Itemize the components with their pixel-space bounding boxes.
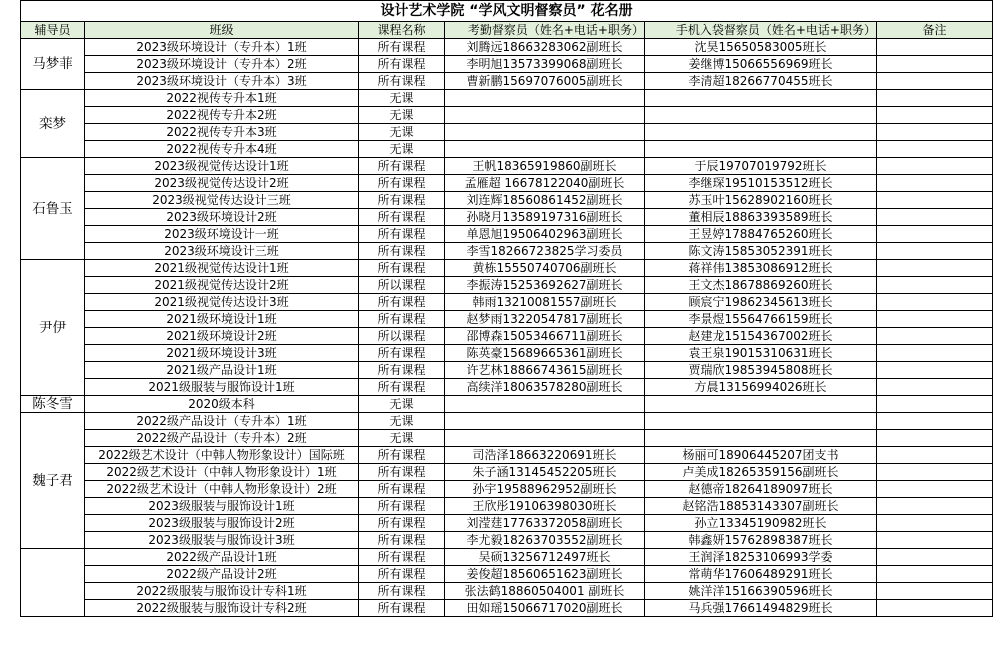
remarks-cell: [877, 345, 993, 362]
phone-bag-inspector-cell: 陈文涛15853052391班长: [645, 243, 877, 260]
remarks-cell: [877, 56, 993, 73]
remarks-cell: [877, 294, 993, 311]
class-cell: 2022级产品设计1班: [85, 549, 359, 566]
remarks-cell: [877, 600, 993, 617]
table-row: [21, 362, 993, 379]
course-cell: 无课: [359, 107, 445, 124]
class-cell: 2021级环境设计1班: [85, 311, 359, 328]
attendance-inspector-cell: 李振涛15253692627副班长: [445, 277, 645, 294]
phone-bag-inspector-cell: 卢美成18265359156副班长: [645, 464, 877, 481]
course-cell: 所有课程: [359, 260, 445, 277]
remarks-cell: [877, 566, 993, 583]
remarks-cell: [877, 549, 993, 566]
remarks-cell: [877, 311, 993, 328]
remarks-cell: [877, 141, 993, 158]
class-cell: 2021级视觉传达设计1班: [85, 260, 359, 277]
class-cell: 2023级环境设计2班: [85, 209, 359, 226]
class-cell: 2022级艺术设计（中韩人物形象设计）1班: [85, 464, 359, 481]
remarks-cell: [877, 532, 993, 549]
class-cell: 2023级环境设计（专升本）1班: [85, 39, 359, 56]
class-cell: 2022级服装与服饰设计专科2班: [85, 600, 359, 617]
phone-bag-inspector-cell: [645, 141, 877, 158]
remarks-cell: [877, 277, 993, 294]
table-row: [21, 328, 993, 345]
phone-bag-inspector-cell: 王文杰18678869260班长: [645, 277, 877, 294]
remarks-cell: [877, 192, 993, 209]
phone-bag-inspector-cell: 苏玉叶15628902160班长: [645, 192, 877, 209]
course-cell: 无课: [359, 90, 445, 107]
table-row: [21, 396, 993, 413]
course-cell: 无课: [359, 124, 445, 141]
remarks-cell: [877, 243, 993, 260]
remarks-cell: [877, 379, 993, 396]
remarks-cell: [877, 175, 993, 192]
attendance-inspector-cell: 韩雨13210081557副班长: [445, 294, 645, 311]
phone-bag-inspector-cell: 孙立13345190982班长: [645, 515, 877, 532]
remarks-cell: [877, 498, 993, 515]
course-cell: 所有课程: [359, 532, 445, 549]
attendance-inspector-cell: 赵梦雨13220547817副班长: [445, 311, 645, 328]
class-cell: 2020级本科: [85, 396, 359, 413]
phone-bag-inspector-cell: 常萌华17606489291班长: [645, 566, 877, 583]
attendance-inspector-cell: 许艺林18866743615副班长: [445, 362, 645, 379]
phone-bag-inspector-cell: 袁王泉19015310631班长: [645, 345, 877, 362]
sheet-title: 设计艺术学院 “学风文明督察员” 花名册: [21, 1, 993, 22]
phone-bag-inspector-cell: 杨丽可18906445207团支书: [645, 447, 877, 464]
class-cell: 2022级艺术设计（中韩人物形象设计）2班: [85, 481, 359, 498]
class-cell: 2022视传专升本2班: [85, 107, 359, 124]
attendance-inspector-cell: [445, 124, 645, 141]
attendance-inspector-cell: 王帆18365919860副班长: [445, 158, 645, 175]
attendance-inspector-cell: [445, 90, 645, 107]
table-row: [21, 39, 993, 56]
course-cell: 无课: [359, 413, 445, 430]
phone-bag-inspector-cell: [645, 413, 877, 430]
course-cell: 所以课程: [359, 328, 445, 345]
course-cell: 所有课程: [359, 243, 445, 260]
remarks-cell: [877, 90, 993, 107]
attendance-inspector-cell: 李尤毅18263703552副班长: [445, 532, 645, 549]
course-cell: 所有课程: [359, 294, 445, 311]
attendance-inspector-cell: 姜俊超18560651623副班长: [445, 566, 645, 583]
table-row: [21, 583, 993, 600]
attendance-inspector-cell: 刘滢莛17763372058副班长: [445, 515, 645, 532]
counselor-cell: 陈冬雪: [21, 396, 85, 413]
table-row: [21, 498, 993, 515]
class-cell: 2021级环境设计3班: [85, 345, 359, 362]
course-cell: 无课: [359, 430, 445, 447]
remarks-cell: [877, 583, 993, 600]
table-row: [21, 447, 993, 464]
roster-body: [21, 39, 993, 617]
table-row: [21, 600, 993, 617]
phone-bag-inspector-cell: 王润泽18253106993学委: [645, 549, 877, 566]
attendance-inspector-cell: 孙晓月13589197316副班长: [445, 209, 645, 226]
attendance-inspector-cell: 吴硕13256712497班长: [445, 549, 645, 566]
phone-bag-inspector-cell: [645, 430, 877, 447]
attendance-inspector-cell: 曹新鹏15697076005副班长: [445, 73, 645, 90]
attendance-inspector-cell: 张法鹤18860504001 副班长: [445, 583, 645, 600]
course-cell: 所有课程: [359, 481, 445, 498]
attendance-inspector-cell: [445, 413, 645, 430]
course-cell: 所有课程: [359, 379, 445, 396]
class-cell: 2022级产品设计（专升本）1班: [85, 413, 359, 430]
phone-bag-inspector-cell: [645, 90, 877, 107]
class-cell: 2022视传专升本3班: [85, 124, 359, 141]
course-cell: 所有课程: [359, 498, 445, 515]
header-remarks: 备注: [877, 22, 993, 39]
attendance-inspector-cell: [445, 107, 645, 124]
course-cell: 无课: [359, 396, 445, 413]
class-cell: 2021级服装与服饰设计1班: [85, 379, 359, 396]
phone-bag-inspector-cell: [645, 124, 877, 141]
attendance-inspector-cell: 刘连辉18560861452副班长: [445, 192, 645, 209]
class-cell: 2021级视觉传达设计2班: [85, 277, 359, 294]
course-cell: 所有课程: [359, 583, 445, 600]
table-row: [21, 532, 993, 549]
phone-bag-inspector-cell: 韩鑫妍15762898387班长: [645, 532, 877, 549]
course-cell: 所以课程: [359, 277, 445, 294]
remarks-cell: [877, 328, 993, 345]
remarks-cell: [877, 73, 993, 90]
phone-bag-inspector-cell: 沈昊15650583005班长: [645, 39, 877, 56]
phone-bag-inspector-cell: 李景煜15564766159班长: [645, 311, 877, 328]
course-cell: 所有课程: [359, 158, 445, 175]
course-cell: 所有课程: [359, 192, 445, 209]
table-row: [21, 56, 993, 73]
class-cell: 2023级环境设计（专升本）2班: [85, 56, 359, 73]
table-row: [21, 515, 993, 532]
table-row: [21, 277, 993, 294]
table-row: [21, 481, 993, 498]
counselor-cell: 马梦菲: [21, 39, 85, 90]
class-cell: 2022级产品设计2班: [85, 566, 359, 583]
table-row: [21, 345, 993, 362]
table-row: [21, 175, 993, 192]
remarks-cell: [877, 413, 993, 430]
class-cell: 2021级产品设计1班: [85, 362, 359, 379]
attendance-inspector-cell: [445, 141, 645, 158]
phone-bag-inspector-cell: 贾瑞欣19853945808班长: [645, 362, 877, 379]
remarks-cell: [877, 158, 993, 175]
table-row: [21, 549, 993, 566]
remarks-cell: [877, 107, 993, 124]
attendance-inspector-cell: [445, 430, 645, 447]
class-cell: 2023级视觉传达设计三班: [85, 192, 359, 209]
attendance-inspector-cell: 田如瑶15066717020副班长: [445, 600, 645, 617]
phone-bag-inspector-cell: 赵铭浩18853143307副班长: [645, 498, 877, 515]
class-cell: 2023级环境设计（专升本）3班: [85, 73, 359, 90]
course-cell: 所有课程: [359, 311, 445, 328]
attendance-inspector-cell: 李雪18266723825学习委员: [445, 243, 645, 260]
table-row: [21, 73, 993, 90]
class-cell: 2022级产品设计（专升本）2班: [85, 430, 359, 447]
phone-bag-inspector-cell: 方晨13156994026班长: [645, 379, 877, 396]
class-cell: 2023级服装与服饰设计1班: [85, 498, 359, 515]
table-row: [21, 413, 993, 430]
remarks-cell: [877, 447, 993, 464]
remarks-cell: [877, 124, 993, 141]
attendance-inspector-cell: 刘腾远18663283062副班长: [445, 39, 645, 56]
phone-bag-inspector-cell: [645, 396, 877, 413]
table-row: [21, 226, 993, 243]
remarks-cell: [877, 430, 993, 447]
phone-bag-inspector-cell: 姜继博15066556969班长: [645, 56, 877, 73]
course-cell: 所有课程: [359, 362, 445, 379]
remarks-cell: [877, 481, 993, 498]
phone-bag-inspector-cell: 李清超18266770455班长: [645, 73, 877, 90]
remarks-cell: [877, 39, 993, 56]
table-row: [21, 430, 993, 447]
remarks-cell: [877, 226, 993, 243]
class-cell: 2022级服装与服饰设计专科1班: [85, 583, 359, 600]
remarks-cell: [877, 209, 993, 226]
phone-bag-inspector-cell: [645, 107, 877, 124]
phone-bag-inspector-cell: 蒋祥伟13853086912班长: [645, 260, 877, 277]
remarks-cell: [877, 362, 993, 379]
class-cell: 2023级服装与服饰设计3班: [85, 532, 359, 549]
table-row: [21, 141, 993, 158]
phone-bag-inspector-cell: 于辰19707019792班长: [645, 158, 877, 175]
table-row: [21, 192, 993, 209]
attendance-inspector-cell: 单恩旭19506402963副班长: [445, 226, 645, 243]
phone-bag-inspector-cell: 赵德帝18264189097班长: [645, 481, 877, 498]
class-cell: 2023级视觉传达设计1班: [85, 158, 359, 175]
roster-table: [20, 0, 993, 617]
table-row: [21, 464, 993, 481]
course-cell: 所有课程: [359, 345, 445, 362]
course-cell: 所有课程: [359, 464, 445, 481]
counselor-cell: 尹伊: [21, 260, 85, 396]
course-cell: 所有课程: [359, 175, 445, 192]
attendance-inspector-cell: 邵博森15053466711副班长: [445, 328, 645, 345]
remarks-cell: [877, 515, 993, 532]
counselor-cell: 栾梦: [21, 90, 85, 158]
table-row: [21, 209, 993, 226]
table-row: [21, 379, 993, 396]
class-cell: 2022视传专升本1班: [85, 90, 359, 107]
header-class: 班级: [85, 22, 359, 39]
header-phone-bag: 手机入袋督察员（姓名+电话+职务）: [645, 22, 877, 39]
remarks-cell: [877, 396, 993, 413]
class-cell: 2023级视觉传达设计2班: [85, 175, 359, 192]
attendance-inspector-cell: 朱子涵13145452205班长: [445, 464, 645, 481]
counselor-cell: 石鲁玉: [21, 158, 85, 260]
table-row: [21, 90, 993, 107]
course-cell: 所有课程: [359, 549, 445, 566]
attendance-inspector-cell: [445, 396, 645, 413]
table-row: [21, 311, 993, 328]
header-row: [21, 22, 993, 39]
attendance-inspector-cell: 王欣彤19106398030班长: [445, 498, 645, 515]
course-cell: 所有课程: [359, 39, 445, 56]
counselor-cell: [21, 549, 85, 617]
phone-bag-inspector-cell: 姚洋洋15166390596班长: [645, 583, 877, 600]
class-cell: 2021级视觉传达设计3班: [85, 294, 359, 311]
course-cell: 所有课程: [359, 566, 445, 583]
counselor-cell: 魏子君: [21, 413, 85, 549]
table-row: [21, 294, 993, 311]
class-cell: 2023级服装与服饰设计2班: [85, 515, 359, 532]
header-course: 课程名称: [359, 22, 445, 39]
remarks-cell: [877, 464, 993, 481]
attendance-inspector-cell: 陈英豪15689665361副班长: [445, 345, 645, 362]
table-row: [21, 124, 993, 141]
phone-bag-inspector-cell: 顾宸宁19862345613班长: [645, 294, 877, 311]
phone-bag-inspector-cell: 李继琛19510153512班长: [645, 175, 877, 192]
class-cell: 2022级艺术设计（中韩人物形象设计）国际班: [85, 447, 359, 464]
table-row: [21, 158, 993, 175]
table-row: [21, 566, 993, 583]
phone-bag-inspector-cell: 王昱婷17884765260班长: [645, 226, 877, 243]
phone-bag-inspector-cell: 马兵强17661494829班长: [645, 600, 877, 617]
phone-bag-inspector-cell: 董相辰18863393589班长: [645, 209, 877, 226]
course-cell: 所有课程: [359, 515, 445, 532]
table-row: [21, 107, 993, 124]
course-cell: 所有课程: [359, 447, 445, 464]
course-cell: 所有课程: [359, 226, 445, 243]
table-row: [21, 260, 993, 277]
class-cell: 2023级环境设计一班: [85, 226, 359, 243]
course-cell: 无课: [359, 141, 445, 158]
attendance-inspector-cell: 高续洋18063578280副班长: [445, 379, 645, 396]
header-attendance: 考勤督察员（姓名+电话+职务）: [445, 22, 645, 39]
class-cell: 2022视传专升本4班: [85, 141, 359, 158]
attendance-inspector-cell: 孟雁超 16678122040副班长: [445, 175, 645, 192]
attendance-inspector-cell: 孙宇19588962952副班长: [445, 481, 645, 498]
attendance-inspector-cell: 司浩泽18663220691班长: [445, 447, 645, 464]
remarks-cell: [877, 260, 993, 277]
course-cell: 所有课程: [359, 73, 445, 90]
class-cell: 2023级环境设计三班: [85, 243, 359, 260]
course-cell: 所有课程: [359, 56, 445, 73]
course-cell: 所有课程: [359, 209, 445, 226]
header-counselor: 辅导员: [21, 22, 85, 39]
phone-bag-inspector-cell: 赵建龙15154367002班长: [645, 328, 877, 345]
attendance-inspector-cell: 李明旭13573399068副班长: [445, 56, 645, 73]
course-cell: 所有课程: [359, 600, 445, 617]
attendance-inspector-cell: 黄栋15550740706副班长: [445, 260, 645, 277]
table-row: [21, 243, 993, 260]
class-cell: 2021级环境设计2班: [85, 328, 359, 345]
